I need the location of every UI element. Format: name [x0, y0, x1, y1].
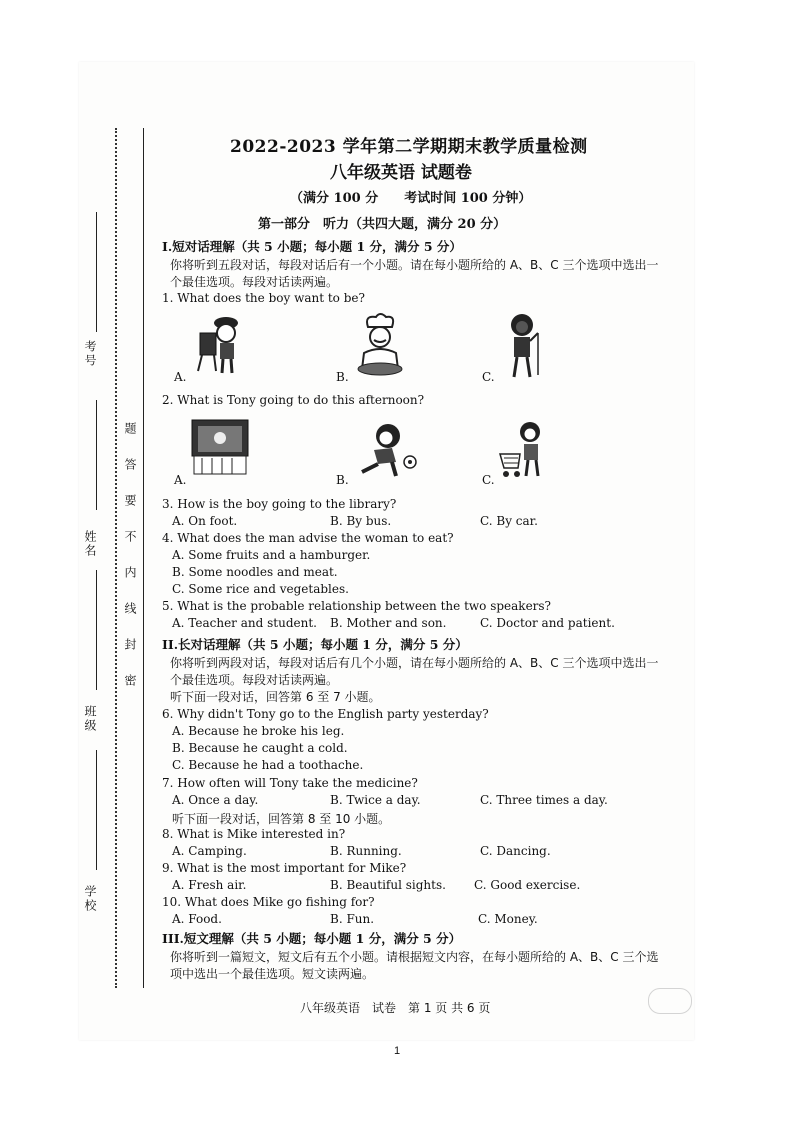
option-b[interactable]: B. Twice a day.: [330, 793, 421, 807]
seal-char: 要: [123, 494, 137, 508]
football-icon: [352, 422, 418, 478]
section2-instruction: 你将听到两段对话，每段对话后有几个小题，请在每小题所给的 A、B、C 三个选项中选出一: [170, 656, 659, 670]
seal-char: 题: [123, 422, 137, 436]
exam-meta: （满分 100 分 考试时间 100 分钟）: [290, 191, 532, 206]
option-c-label[interactable]: C.: [482, 370, 495, 384]
option-a-label[interactable]: A.: [174, 370, 187, 384]
singer-icon: [502, 313, 544, 379]
seal-char: 封: [123, 638, 137, 652]
option-a[interactable]: A. Food.: [172, 912, 222, 926]
option-b[interactable]: B. Running.: [330, 844, 402, 858]
option-a[interactable]: A. Teacher and student.: [172, 616, 317, 630]
page-number: 1: [393, 1045, 401, 1057]
painter-icon: [188, 313, 248, 375]
section1-instruction: 你将听到五段对话，每段对话后有一个小题。请在每小题所给的 A、B、C 三个选项中选出一: [170, 258, 659, 272]
section2-instruction: 个最佳选项。每段对话读两遍。: [170, 673, 339, 687]
option-b[interactable]: B. Mother and son.: [330, 616, 447, 630]
question-3: 3. How is the boy going to the library?: [162, 497, 397, 511]
school-label: 学校: [83, 885, 97, 913]
seal-char: 答: [123, 458, 137, 472]
option-c[interactable]: C. Doctor and patient.: [480, 616, 615, 630]
question-10: 10. What does Mike go fishing for?: [162, 895, 375, 909]
option-b[interactable]: B. Because he caught a cold.: [172, 741, 348, 755]
seal-dotted-line: [115, 128, 117, 988]
section2-title: II.长对话理解（共 5 小题；每小题 1 分，满分 5 分）: [162, 637, 468, 652]
question-6: 6. Why didn't Tony go to the English party yesterday?: [162, 707, 489, 721]
exam-subtitle: 八年级英语 试题卷: [330, 163, 472, 183]
seal-char: 不: [123, 530, 137, 544]
question-8: 8. What is Mike interested in?: [162, 827, 346, 841]
option-c[interactable]: C. Money.: [478, 912, 538, 926]
section3-title: III.短文理解（共 5 小题；每小题 1 分，满分 5 分）: [162, 931, 462, 946]
option-a-label[interactable]: A.: [174, 473, 187, 487]
shopping-cart-icon: [498, 420, 548, 480]
option-b-label[interactable]: B.: [336, 370, 349, 384]
question-5: 5. What is the probable relationship between the two speakers?: [162, 599, 551, 613]
name-blank-2[interactable]: [96, 570, 97, 690]
option-a[interactable]: A. On foot.: [172, 514, 238, 528]
watermark-badge: [648, 988, 692, 1014]
option-b[interactable]: B. By bus.: [330, 514, 392, 528]
question-2: 2. What is Tony going to do this afternoon?: [162, 393, 425, 407]
section2-subheading: 听下面一段对话，回答第 8 至 10 小题。: [172, 812, 391, 826]
section3-instruction: 项中选出一个最佳选项。短文读两遍。: [170, 967, 375, 981]
exam-number-label: 考号: [83, 340, 97, 368]
option-b[interactable]: B. Some noodles and meat.: [172, 565, 338, 579]
question-1: 1. What does the boy want to be?: [162, 291, 365, 305]
option-c[interactable]: C. Dancing.: [480, 844, 551, 858]
section1-title: I.短对话理解（共 5 小题；每小题 1 分，满分 5 分）: [162, 239, 462, 254]
option-a[interactable]: A. Because he broke his leg.: [172, 724, 345, 738]
chef-icon: [350, 313, 408, 379]
option-c[interactable]: C. Three times a day.: [480, 793, 608, 807]
exam-number-field[interactable]: [84, 332, 98, 333]
section3-instruction: 你将听到一篇短文，短文后有五个小题。请根据短文内容，在每小题所给的 A、B、C 三个选: [170, 950, 659, 964]
name-blank[interactable]: [96, 400, 97, 510]
option-b[interactable]: B. Fun.: [330, 912, 375, 926]
seal-char: 内: [123, 566, 137, 580]
option-b[interactable]: B. Beautiful sights.: [330, 878, 446, 892]
option-c[interactable]: C. By car.: [480, 514, 538, 528]
option-c[interactable]: C. Some rice and vegetables.: [172, 582, 349, 596]
seal-char: 线: [123, 602, 137, 616]
section1-instruction: 个最佳选项。每段对话读两遍。: [170, 275, 339, 289]
exam-number-blank[interactable]: [96, 212, 97, 332]
option-a[interactable]: A. Fresh air.: [172, 878, 247, 892]
option-c[interactable]: C. Good exercise.: [474, 878, 581, 892]
cinema-icon: [190, 418, 250, 478]
question-9: 9. What is the most important for Mike?: [162, 861, 407, 875]
question-4: 4. What does the man advise the woman to eat?: [162, 531, 454, 545]
class-label: 班级: [83, 705, 97, 733]
question-7: 7. How often will Tony take the medicine?: [162, 776, 418, 790]
exam-title: 2022-2023 学年第二学期期末教学质量检测: [230, 137, 588, 157]
section2-subheading: 听下面一段对话，回答第 6 至 7 小题。: [170, 690, 381, 704]
page-footer: 八年级英语 试卷 第 1 页 共 6 页: [300, 1001, 491, 1015]
option-a[interactable]: A. Some fruits and a hamburger.: [172, 548, 371, 562]
seal-char: 密: [123, 674, 137, 688]
name-label: 姓名: [83, 530, 97, 558]
option-c-label[interactable]: C.: [482, 473, 495, 487]
option-b-label[interactable]: B.: [336, 473, 349, 487]
part1-heading: 第一部分 听力（共四大题，满分 20 分）: [258, 217, 507, 232]
class-blank[interactable]: [96, 750, 97, 870]
option-a[interactable]: A. Once a day.: [172, 793, 259, 807]
option-a[interactable]: A. Camping.: [172, 844, 247, 858]
seal-solid-line: [143, 128, 144, 988]
option-c[interactable]: C. Because he had a toothache.: [172, 758, 364, 772]
